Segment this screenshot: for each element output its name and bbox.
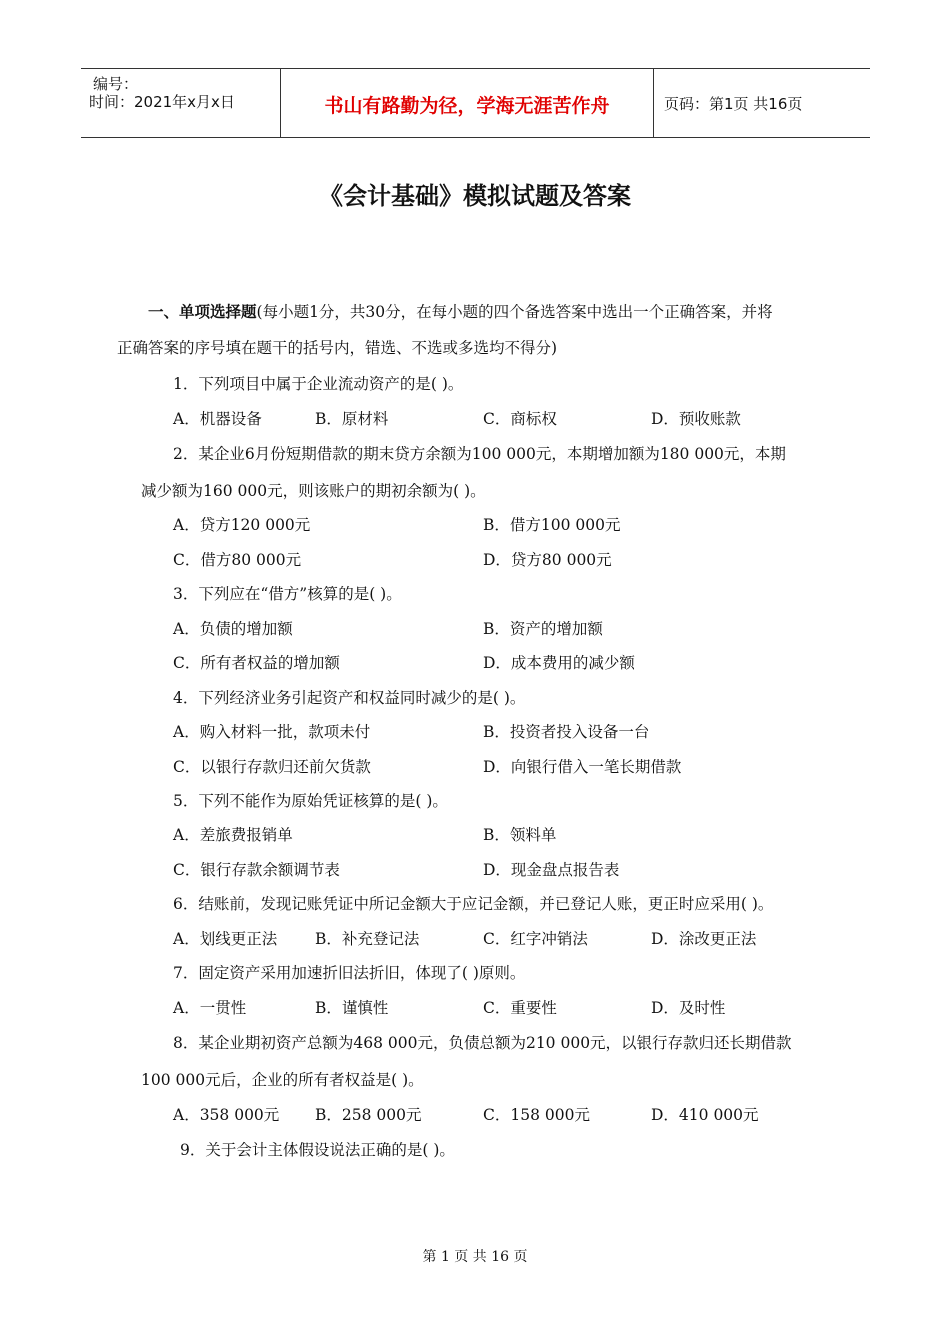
option-a: A．购入材料一批，款项未付	[173, 723, 371, 741]
page-title: 《会计基础》模拟试题及答案	[319, 182, 631, 210]
question-stem: 5．下列不能作为原始凭证核算的是( )。	[173, 792, 448, 810]
option-d: D．410 000元	[651, 1106, 759, 1124]
question-stem-continued: 100 000元后，企业的所有者权益是( )。	[141, 1071, 424, 1089]
option-a: A．划线更正法	[173, 930, 278, 948]
header-page-cell	[654, 69, 870, 137]
option-d: D．预收账款	[651, 410, 741, 428]
option-a: A．机器设备	[173, 410, 262, 428]
document-header	[81, 68, 870, 138]
option-c: C．重要性	[483, 999, 557, 1017]
section-heading: 一、单项选择题	[148, 303, 257, 321]
option-d: D．向银行借入一笔长期借款	[483, 758, 682, 776]
option-b: B．资产的增加额	[483, 620, 603, 638]
header-motto: 书山有路勤为径，学海无涯苦作舟	[324, 95, 610, 117]
question-stem: 3．下列应在“借方”核算的是( )。	[173, 585, 402, 603]
option-c: C．银行存款余额调节表	[173, 861, 340, 879]
header-motto-cell	[281, 69, 654, 137]
question-stem: 2．某企业6月份短期借款的期末贷方余额为100 000元，本期增加额为180 000元，本期	[173, 445, 786, 463]
option-a: A．负债的增加额	[173, 620, 293, 638]
option-d: D．及时性	[651, 999, 726, 1017]
option-c: C．158 000元	[483, 1106, 590, 1124]
option-a: A．差旅费报销单	[173, 826, 293, 844]
option-a: A．358 000元	[173, 1106, 280, 1124]
section-instruction	[148, 300, 773, 322]
option-d: D．贷方80 000元	[483, 551, 612, 569]
option-c: C．以银行存款归还前欠货款	[173, 758, 371, 776]
question-stem: 9．关于会计主体假设说法正确的是( )。	[180, 1141, 455, 1159]
option-b: B．领料单	[483, 826, 557, 844]
question-stem: 1．下列项目中属于企业流动资产的是( )。	[173, 375, 464, 393]
option-d: D．涂改更正法	[651, 930, 757, 948]
option-b: B．借方100 000元	[483, 516, 621, 534]
section-instruction-text: (每小题1分，共30分，在每小题的四个备选答案中选出一个正确答案，并将	[256, 303, 773, 321]
question-stem: 7．固定资产采用加速折旧法折旧，体现了( )原则。	[173, 964, 526, 982]
option-c: C．红字冲销法	[483, 930, 588, 948]
document-time-label: 时间：2021年x月x日	[89, 93, 235, 111]
option-b: B．原材料	[315, 410, 389, 428]
question-stem: 6．结账前，发现记账凭证中所记金额大于应记金额，并已登记人账，更正时应采用( )。	[173, 895, 774, 913]
option-c: C．所有者权益的增加额	[173, 654, 340, 672]
option-b: B．补充登记法	[315, 930, 420, 948]
option-b: B．谨慎性	[315, 999, 389, 1017]
question-stem: 8．某企业期初资产总额为468 000元，负债总额为210 000元，以银行存款归还长期借款	[173, 1034, 792, 1052]
option-b: B．投资者投入设备一台	[483, 723, 650, 741]
section-instruction-line2: 正确答案的序号填在题干的括号内，错选、不选或多选均不得分)	[117, 339, 558, 357]
document-number-label: 编号：	[93, 75, 139, 93]
option-c: C．商标权	[483, 410, 557, 428]
question-stem: 4．下列经济业务引起资产和权益同时减少的是( )。	[173, 689, 526, 707]
option-d: D．成本费用的减少额	[483, 654, 635, 672]
header-info-cell	[81, 69, 281, 137]
option-a: A．一贯性	[173, 999, 247, 1017]
option-c: C．借方80 000元	[173, 551, 302, 569]
header-page-info: 页码：第1页 共16页	[664, 95, 803, 113]
page-footer: 第 1 页 共 16 页	[422, 1249, 528, 1265]
option-d: D．现金盘点报告表	[483, 861, 620, 879]
option-a: A．贷方120 000元	[173, 516, 311, 534]
question-stem-continued: 减少额为160 000元，则该账户的期初余额为( )。	[141, 482, 486, 500]
option-b: B．258 000元	[315, 1106, 422, 1124]
